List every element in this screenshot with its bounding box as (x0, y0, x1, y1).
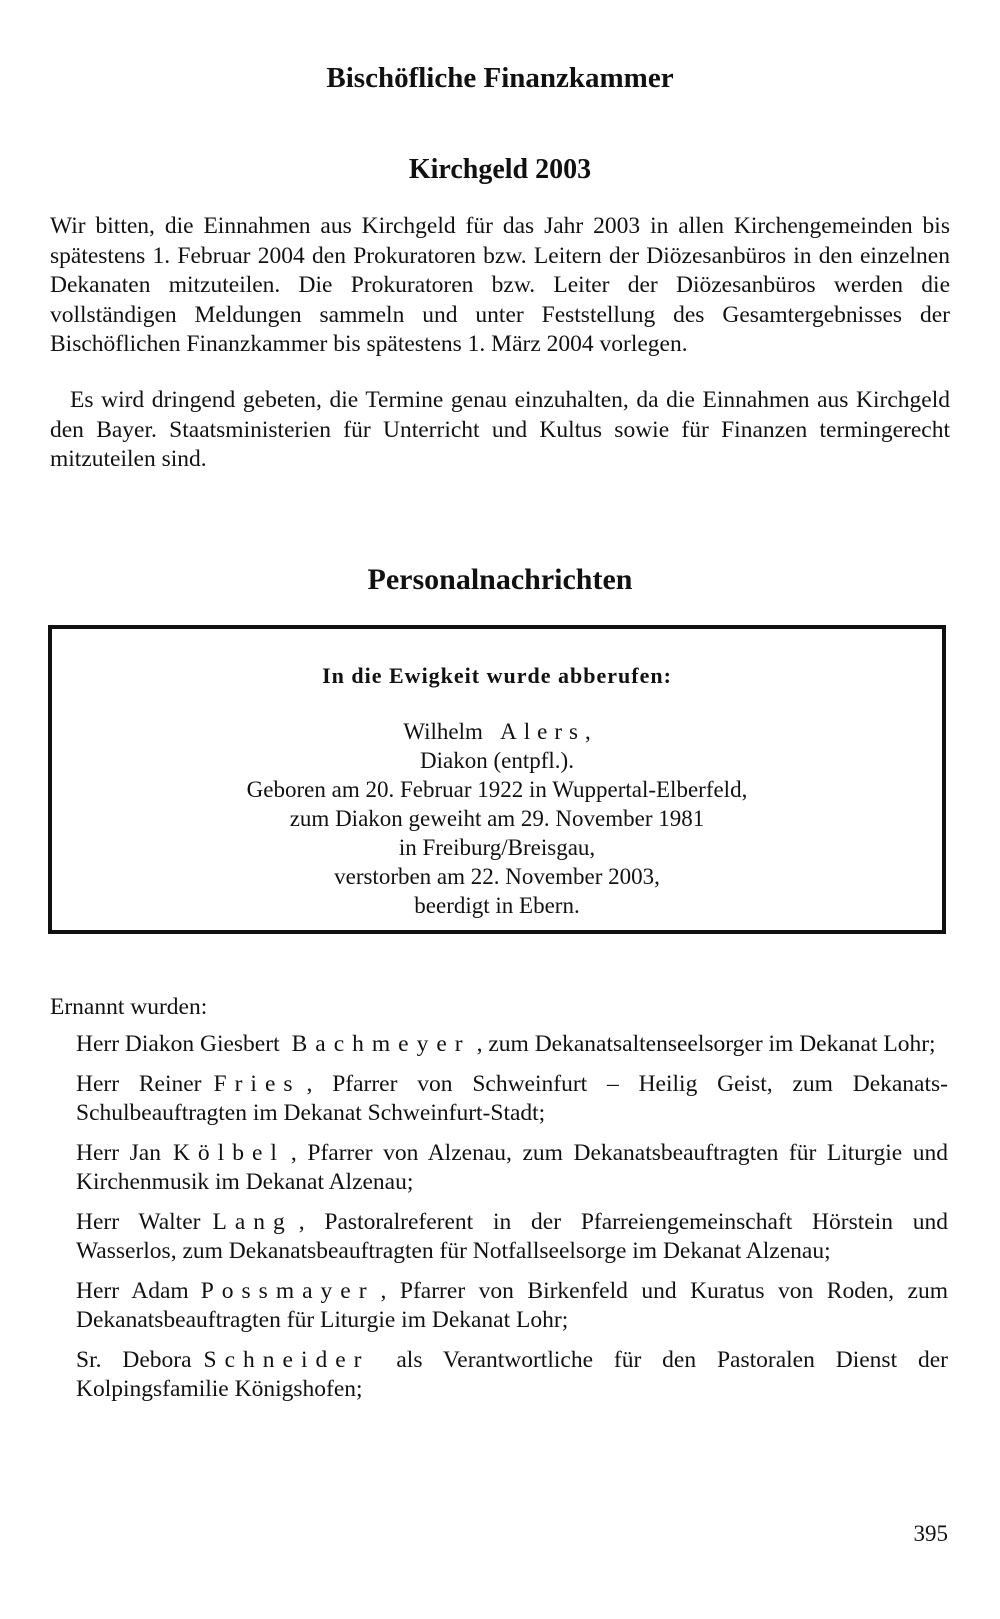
appointment-surname: Lang (212, 1208, 293, 1235)
appointment-prefix: Herr Adam (76, 1277, 189, 1304)
appointment-surname: Kölbel (172, 1139, 285, 1166)
appointment-surname: Schneider (203, 1346, 370, 1373)
appointment-prefix: Sr. Debora (76, 1346, 192, 1373)
appointment-surname: Fries (213, 1070, 301, 1097)
appointment-item (76, 1277, 948, 1336)
obituary-surname: Alers (500, 719, 585, 744)
obituary-line: zum Diakon geweiht am 29. November 1981 (289, 806, 705, 831)
section-title-kirchgeld: Kirchgeld 2003 (408, 154, 592, 185)
appointment-surname: Possmayer (200, 1277, 375, 1304)
appointment-prefix: Herr Jan (76, 1139, 161, 1166)
appointment-details: als Verantwortliche für den Pastoralen Dienst der Kolpingsfamilie Königshofen; (76, 1346, 948, 1402)
kirchgeld-paragraph-1: Wir bitten, die Einnahmen aus Kirchgeld für das Jahr 2003 in allen Kirchengemeinden bis spätestens 1. Februar 2004 den Prokuratoren bzw. Leitern der Diözesanbüros in den einzelnen Dekanaten mitzuteilen. Die Prokuratoren bzw. Leiter der Diözesanbüros werden die vollständigen Meldungen sammeln und unter Feststellung des Gesamtergebnisses der Bischöflichen Finanzkammer bis spätestens 1. März 2004 vorlegen. (50, 213, 950, 357)
appointment-prefix: Herr Reiner (76, 1070, 202, 1097)
obituary-line: verstorben am 22. November 2003, (334, 864, 660, 889)
appointment-item (76, 1208, 948, 1267)
appointment-item (76, 1139, 948, 1198)
appointment-item (76, 1346, 948, 1405)
obituary-line: Diakon (entpfl.). (420, 748, 574, 773)
obituary-text (52, 717, 942, 920)
obituary-title: In die Ewigkeit wurde abberufen: (322, 663, 672, 688)
appointment-details: , Pfarrer von Alzenau, zum Dekanatsbeauftragten für Liturgie und Kirchenmusik im Dekanat Alzenau; (76, 1139, 948, 1195)
section-title-personal: Personalnachrichten (367, 563, 633, 596)
obituary-box (48, 625, 946, 934)
obituary-line: Geboren am 20. Februar 1922 in Wuppertal-Elberfeld, (246, 777, 748, 802)
kirchgeld-paragraph-2: Es wird dringend gebeten, die Termine genau einzuhalten, da die Einnahmen aus Kirchgeld den Bayer. Staatsministerien für Unterricht und Kultus sowie für Finanzen termingerecht mitzuteilen sind. (50, 387, 950, 472)
appointment-prefix: Herr Walter (76, 1208, 201, 1235)
page-number: 395 (913, 1521, 948, 1546)
appointment-item (76, 1030, 948, 1060)
page-title: Bischöfliche Finanzkammer (326, 62, 674, 94)
appointments-heading: Ernannt wurden: (50, 994, 208, 1020)
appointment-surname: Bachmeyer (291, 1031, 471, 1057)
appointment-item (76, 1070, 948, 1129)
appointment-details: , Pastoralreferent in der Pfarreiengemeinschaft Hörstein und Wasserlos, zum Dekanatsbeauftragten für Notfallseelsorge im Dekanat Alzenau; (76, 1208, 949, 1264)
appointment-details: , Pfarrer von Birkenfeld und Kuratus von Roden, zum Dekanatsbeauftragten für Liturgie im Dekanat Lohr; (76, 1277, 949, 1333)
obituary-name-line (52, 717, 942, 746)
appointment-details: , zum Dekanatsaltenseelsorger im Dekanat Lohr; (476, 1031, 936, 1057)
appointment-prefix: Herr Diakon Giesbert (76, 1031, 280, 1057)
obituary-first-name: Wilhelm (403, 719, 483, 744)
obituary-name-suffix: , (584, 719, 591, 744)
obituary-line: in Freiburg/Breisgau, (398, 835, 596, 860)
appointment-details: , Pfarrer von Schweinfurt – Heilig Geist, zum Dekanats-Schulbeauftragten im Dekanat Schweinfurt-Stadt; (76, 1070, 948, 1126)
appointments-list (76, 1030, 948, 1415)
obituary-line: beerdigt in Ebern. (414, 893, 580, 918)
